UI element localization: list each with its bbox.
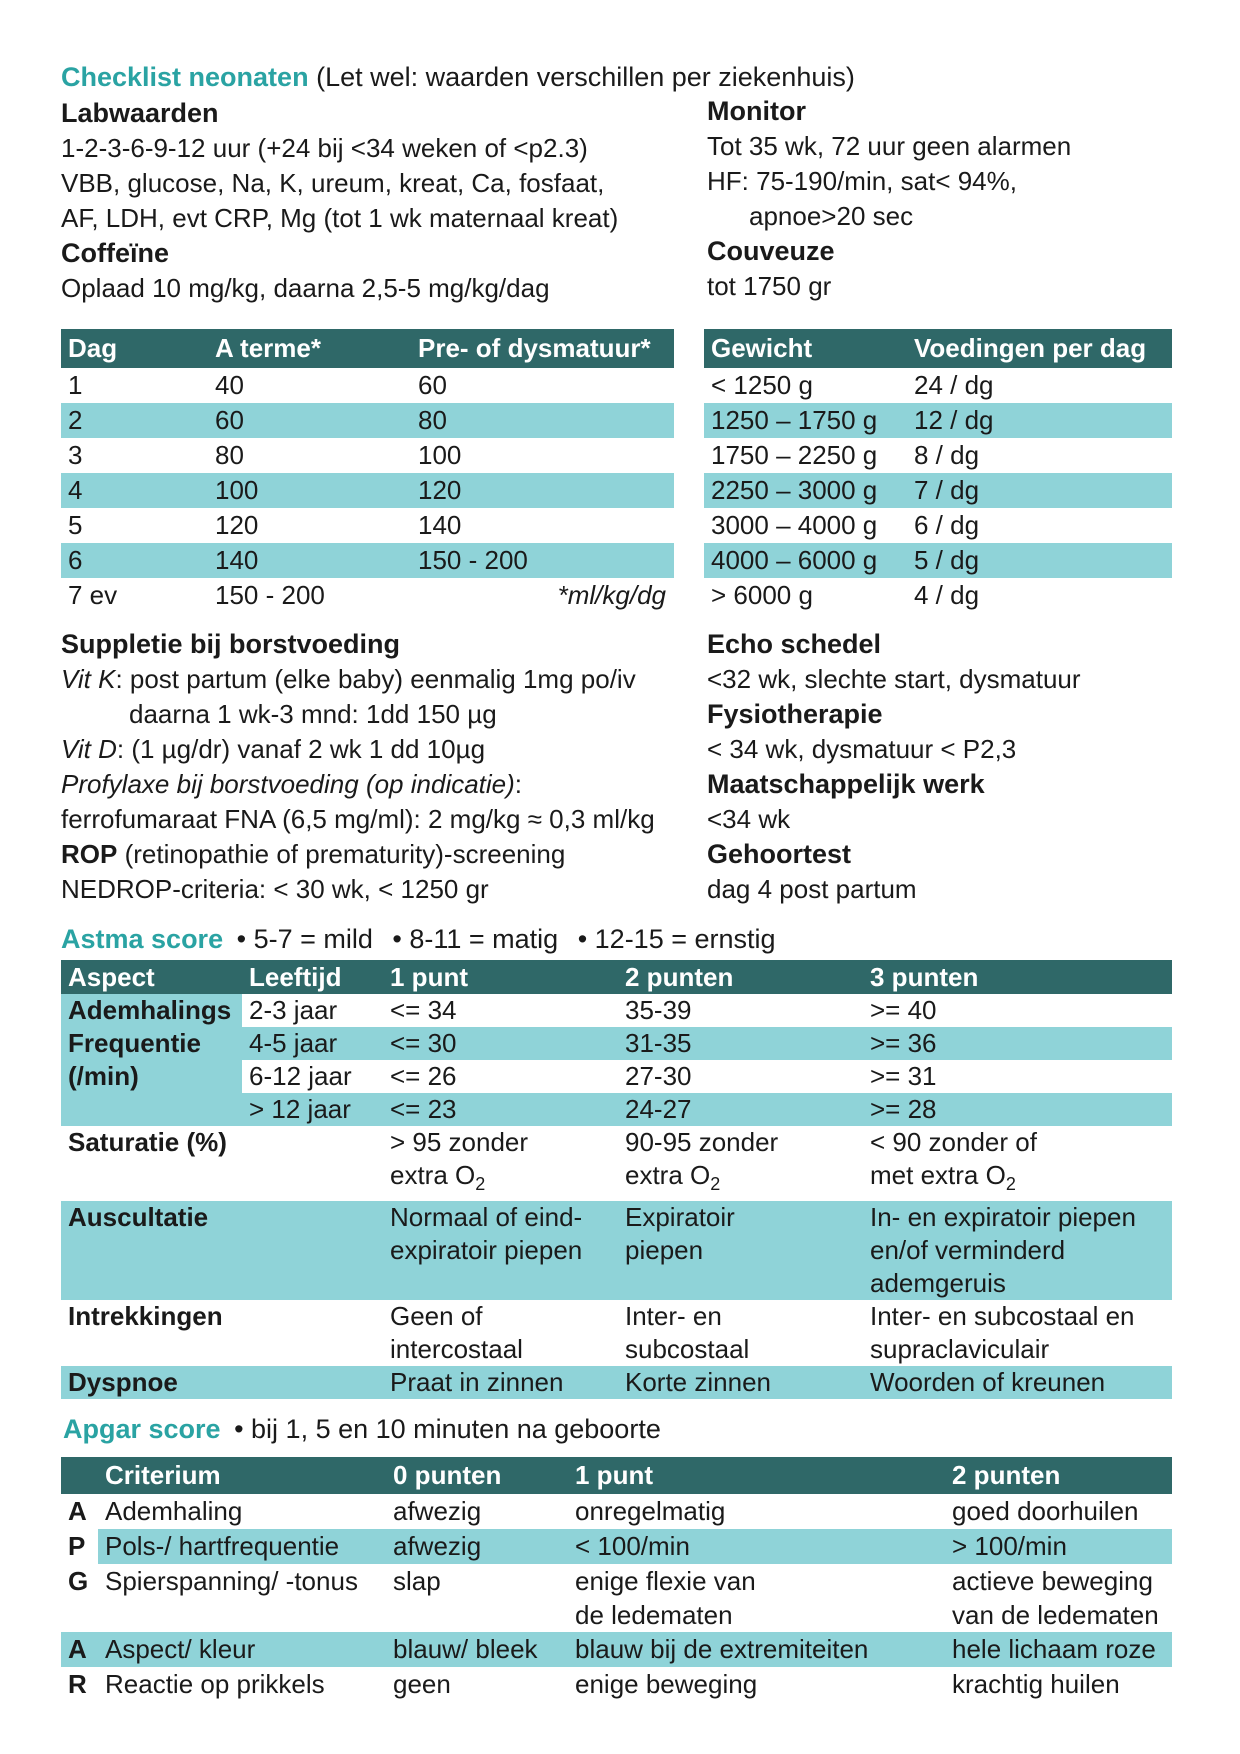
echo-title: Echo schedel (707, 629, 882, 659)
gewicht-table (704, 329, 1172, 613)
rop-label: ROP (61, 839, 118, 869)
lab-line: 1-2-3-6-9-12 uur (+24 bij <34 weken of <p2.3) (61, 133, 588, 163)
table-row: 1250 – 1750 g 12 / dg (704, 403, 1172, 438)
apgar-table (61, 1457, 1172, 1702)
row-label: Auscultatie (61, 1201, 383, 1300)
col-header: Gewicht (704, 329, 907, 368)
row-label: Dyspnoe (61, 1366, 383, 1399)
table-row: 3000 – 4000 g 6 / dg (711, 510, 980, 540)
vitd-label: Vit D (61, 734, 117, 764)
apgar-subtitle: • bij 1, 5 en 10 minuten na geboorte (234, 1414, 661, 1444)
fysio-title: Fysiotherapie (707, 699, 883, 729)
page-subtitle: (Let wel: waarden verschillen per ziekenhuis) (316, 62, 855, 92)
col-header: Criterium (98, 1457, 386, 1494)
col-header: Dag (61, 329, 208, 368)
vitk-text2: daarna 1 wk-3 mnd: 1dd 150 µg (129, 699, 497, 729)
caf-title: Coffeïne (61, 238, 169, 268)
col-header: Voedingen per dag (907, 329, 1172, 368)
maatschappelijk-title: Maatschappelijk werk (707, 769, 985, 799)
table-row: 2250 – 3000 g 7 / dg (704, 473, 1172, 508)
fysio-line: < 34 wk, dysmatuur < P2,3 (707, 734, 1017, 764)
apgar-title: Apgar score (63, 1414, 221, 1444)
table-row: 6 140 150 - 200 (61, 543, 674, 578)
vitd-text: : (1 µg/dr) vanaf 2 wk 1 dd 10µg (116, 734, 486, 764)
table-row: 3 80 100 (68, 440, 462, 470)
nedrop-line: NEDROP-criteria: < 30 wk, < 1250 gr (61, 874, 489, 904)
monitor-block (707, 94, 1071, 304)
table-row: Auscultatie Normaal of eind- expiratoir piepen Expiratoir piepen In- en expiratoir piepen en/of verminderd ademgeruis (61, 1201, 1172, 1300)
lab-block (61, 96, 618, 306)
table-row: 7 ev 150 - 200 *ml/kg/dg (61, 578, 674, 613)
table-row: 1 40 60 (68, 370, 447, 400)
col-header: A terme* (208, 329, 411, 368)
monitor-line: apnoe>20 sec (749, 201, 914, 231)
vitk-label: Vit K (61, 664, 116, 694)
monitor-line: HF: 75-190/min, sat< 94%, (707, 166, 1017, 196)
table-note: *ml/kg/dg (557, 580, 666, 610)
caf-line: Oplaad 10 mg/kg, daarna 2,5-5 mg/kg/dag (61, 273, 550, 303)
astma-table (61, 960, 1172, 1399)
table-row: 6-12 jaar <= 26 27-30 >= 31 (249, 1061, 937, 1091)
table-row: R Reactie op prikkels geen enige beweging krachtig huilen (68, 1669, 1120, 1699)
table-row: < 1250 g 24 / dg (711, 370, 994, 400)
table-row: Dyspnoe Praat in zinnen Korte zinnen Woorden of kreunen (61, 1366, 1172, 1399)
freq-label: Ademhalings Frequentie (/min) (61, 994, 242, 1126)
table-row: Intrekkingen Geen of intercostaal Inter- en subcostaal Inter- en subcostaal en supraclaviculair (61, 1300, 1172, 1366)
page-header (61, 60, 855, 94)
table-row: 5 120 140 (68, 510, 462, 540)
table-row: Ademhalings Frequentie (/min) 2-3 jaar <= 34 35-39 >= 40 (61, 994, 1172, 1027)
right-mid-block (707, 627, 1081, 907)
col-header: Leeftijd (242, 960, 383, 994)
col-header: 1 punt (383, 960, 618, 994)
col-header: Aspect (61, 960, 242, 994)
rop-text: (retinopathie of prematurity)-screening (117, 839, 566, 869)
table-row: 4000 – 6000 g 5 / dg (704, 543, 1172, 578)
astma-legend: • 12-15 = ernstig (577, 924, 776, 954)
gehoortest-title: Gehoortest (707, 839, 852, 869)
astma-title: Astma score (61, 924, 224, 954)
astma-header (61, 922, 776, 956)
col-header: 1 punt (568, 1457, 945, 1494)
apgar-header (63, 1412, 661, 1446)
dag-table (61, 329, 674, 613)
row-label: Saturatie (%) (68, 1127, 227, 1157)
ferro-line: ferrofumaraat FNA (6,5 mg/ml): 2 mg/kg ≈ 0,3 ml/kg (61, 804, 655, 834)
col-header: 2 punten (945, 1457, 1172, 1494)
table-row: 4-5 jaar <= 30 31-35 >= 36 (61, 1027, 1172, 1060)
suppletie-block (61, 627, 655, 907)
table-row: > 6000 g 4 / dg (711, 580, 980, 610)
table-row: A Aspect/ kleur blauw/ bleek blauw bij de extremiteiten hele lichaam roze (61, 1632, 1172, 1667)
col-header: 2 punten (618, 960, 863, 994)
lab-line: AF, LDH, evt CRP, Mg (tot 1 wk maternaal kreat) (61, 203, 619, 233)
maatschappelijk-line: <34 wk (707, 804, 791, 834)
monitor-line: Tot 35 wk, 72 uur geen alarmen (707, 131, 1072, 161)
table-row: 1750 – 2250 g 8 / dg (711, 440, 980, 470)
profylaxe-label: Profylaxe bij borstvoeding (op indicatie) (61, 769, 515, 799)
lab-line: VBB, glucose, Na, K, ureum, kreat, Ca, fosfaat, (61, 168, 605, 198)
table-row: Saturatie (%) > 95 zonder extra $O_2$ 90-95 zonder extra $O_2$ < 90 zonder of met extra $O_2$ (61, 1126, 1172, 1201)
astma-legend: • 8-11 = matig (392, 924, 559, 954)
vitk-text: : post partum (elke baby) eenmalig 1mg po/iv (115, 664, 636, 694)
table-row: 4 100 120 (61, 473, 674, 508)
table-row: P Pols-/ hartfrequentie afwezig < 100/min > 100/min (61, 1529, 1172, 1564)
couveuze-line: tot 1750 gr (707, 271, 832, 301)
couveuze-title: Couveuze (707, 236, 835, 266)
lab-title: Labwaarden (61, 98, 219, 128)
suppletie-title: Suppletie bij borstvoeding (61, 629, 401, 659)
row-label: Intrekkingen (68, 1301, 223, 1332)
col-header: 0 punten (386, 1457, 568, 1494)
echo-line: <32 wk, slechte start, dysmatuur (707, 664, 1081, 694)
table-row: > 12 jaar <= 23 24-27 >= 28 (61, 1093, 1172, 1126)
col-header: 3 punten (863, 960, 1172, 994)
profylaxe-colon: : (514, 769, 523, 799)
gehoortest-line: dag 4 post partum (707, 874, 917, 904)
table-row: 2 60 80 (61, 403, 674, 438)
table-row: A Ademhaling afwezig onregelmatig goed doorhuilen (68, 1496, 1139, 1526)
col-header: Pre- of dysmatuur* (411, 329, 674, 368)
astma-legend: • 5-7 = mild (236, 924, 373, 954)
page-title: Checklist neonaten (61, 62, 309, 92)
monitor-title: Monitor (707, 96, 806, 126)
table-row: G Spierspanning/ -tonus slap enige flexie van de ledematen actieve beweging van de ledematen (68, 1566, 1159, 1630)
